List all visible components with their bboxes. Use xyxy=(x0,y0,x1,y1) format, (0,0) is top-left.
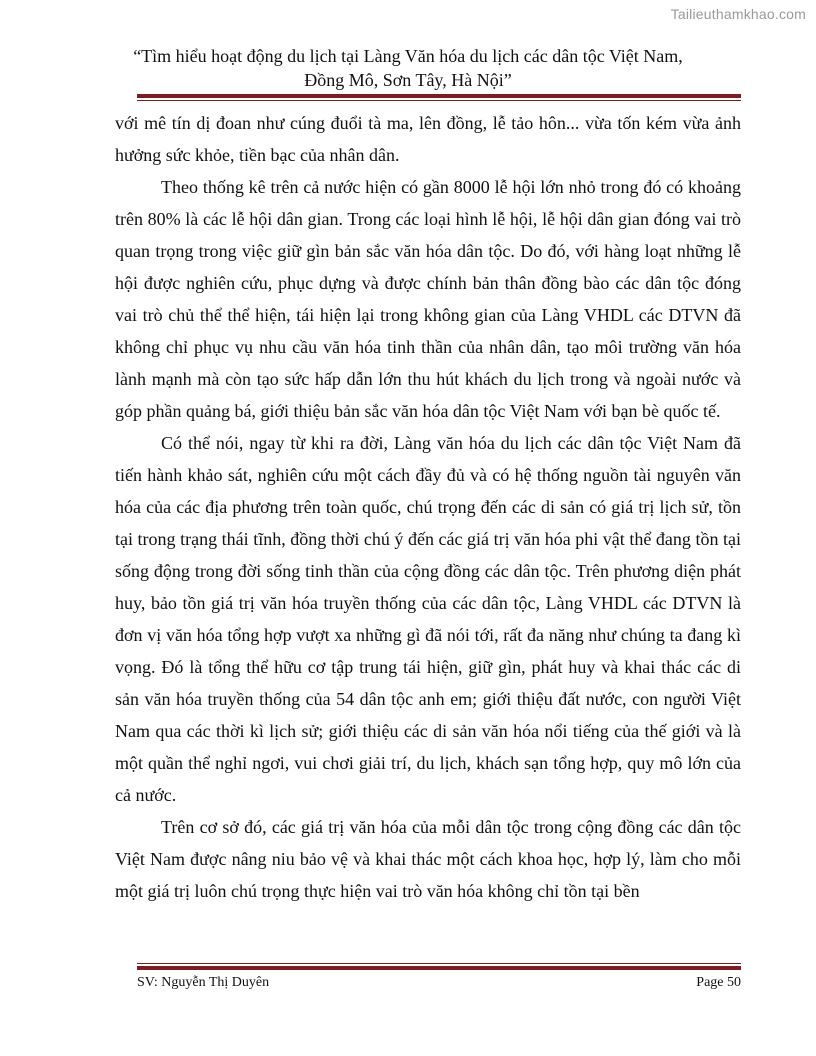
header-divider xyxy=(137,94,741,101)
page-number: Page 50 xyxy=(696,975,741,990)
footer-divider xyxy=(137,963,741,970)
header-title-line-2: Đồng Mô, Sơn Tây, Hà Nội” xyxy=(304,70,512,90)
paragraph: với mê tín dị đoan như cúng đuổi tà ma, lên đồng, lễ tảo hôn... vừa tốn kém vừa ảnh hưởng sức khỏe, tiền bạc của nhân dân. xyxy=(115,113,741,165)
footer-author: SV: Nguyễn Thị Duyên xyxy=(137,975,270,990)
watermark: Tailieuthamkhao.com xyxy=(670,6,806,22)
header-title-line-1: “Tìm hiểu hoạt động du lịch tại Làng Văn hóa du lịch các dân tộc Việt Nam, xyxy=(133,46,683,66)
paragraph: Trên cơ sở đó, các giá trị văn hóa của mỗi dân tộc trong cộng đồng các dân tộc Việt Nam được nâng niu bảo vệ và khai thác một cách khoa học, hợp lý, làm cho mỗi một giá trị luôn chú trọng thực hiện vai trò văn hóa không chỉ tồn tại bền xyxy=(115,817,741,901)
page-footer xyxy=(137,975,741,991)
paragraph: Theo thống kê trên cả nước hiện có gần 8000 lễ hội lớn nhỏ trong đó có khoảng trên 80% là các lễ hội dân gian. Trong các loại hình lễ hội, lễ hội dân gian đóng vai trò quan trọng trong việc giữ gìn bản sắc văn hóa dân tộc. Do đó, với hàng loạt những lễ hội được nghiên cứu, phục dựng và được chính bản thân đồng bào các dân tộc đóng vai trò chủ thể thể hiện, tái hiện lại trong không gian của Làng VHDL các DTVN đã không chỉ phục vụ nhu cầu văn hóa tinh thần của nhân dân, tạo môi trường văn hóa lành mạnh mà còn tạo sức hấp dẫn lớn thu hút khách du lịch trong và ngoài nước và góp phần quảng bá, giới thiệu bản sắc văn hóa dân tộc Việt Nam với bạn bè quốc tế. xyxy=(115,177,741,421)
page-header xyxy=(110,44,706,92)
document-body xyxy=(115,107,741,907)
paragraph: Có thể nói, ngay từ khi ra đời, Làng văn hóa du lịch các dân tộc Việt Nam đã tiến hành khảo sát, nghiên cứu một cách đầy đủ và có hệ thống nguồn tài nguyên văn hóa của các địa phương trên toàn quốc, chú trọng đến các di sản có giá trị lịch sử, tồn tại trong trạng thái tĩnh, đồng thời chú ý đến các giá trị văn hóa phi vật thể đang tồn tại sống động trong đời sống tinh thần của cộng đồng các dân tộc. Trên phương diện phát huy, bảo tồn giá trị văn hóa truyền thống của các dân tộc, Làng VHDL các DTVN là đơn vị văn hóa tổng hợp vượt xa những gì đã nói tới, rất đa năng như chúng ta đang kì vọng. Đó là tổng thể hữu cơ tập trung tái hiện, giữ gìn, phát huy và khai thác các di sản văn hóa truyền thống của 54 dân tộc anh em; giới thiệu đất nước, con người Việt Nam qua các thời kì lịch sử; giới thiệu các di sản văn hóa nổi tiếng của thế giới và là một quần thể nghỉ ngơi, vui chơi giải trí, du lịch, khách sạn tổng hợp, quy mô lớn của cả nước. xyxy=(115,433,741,805)
